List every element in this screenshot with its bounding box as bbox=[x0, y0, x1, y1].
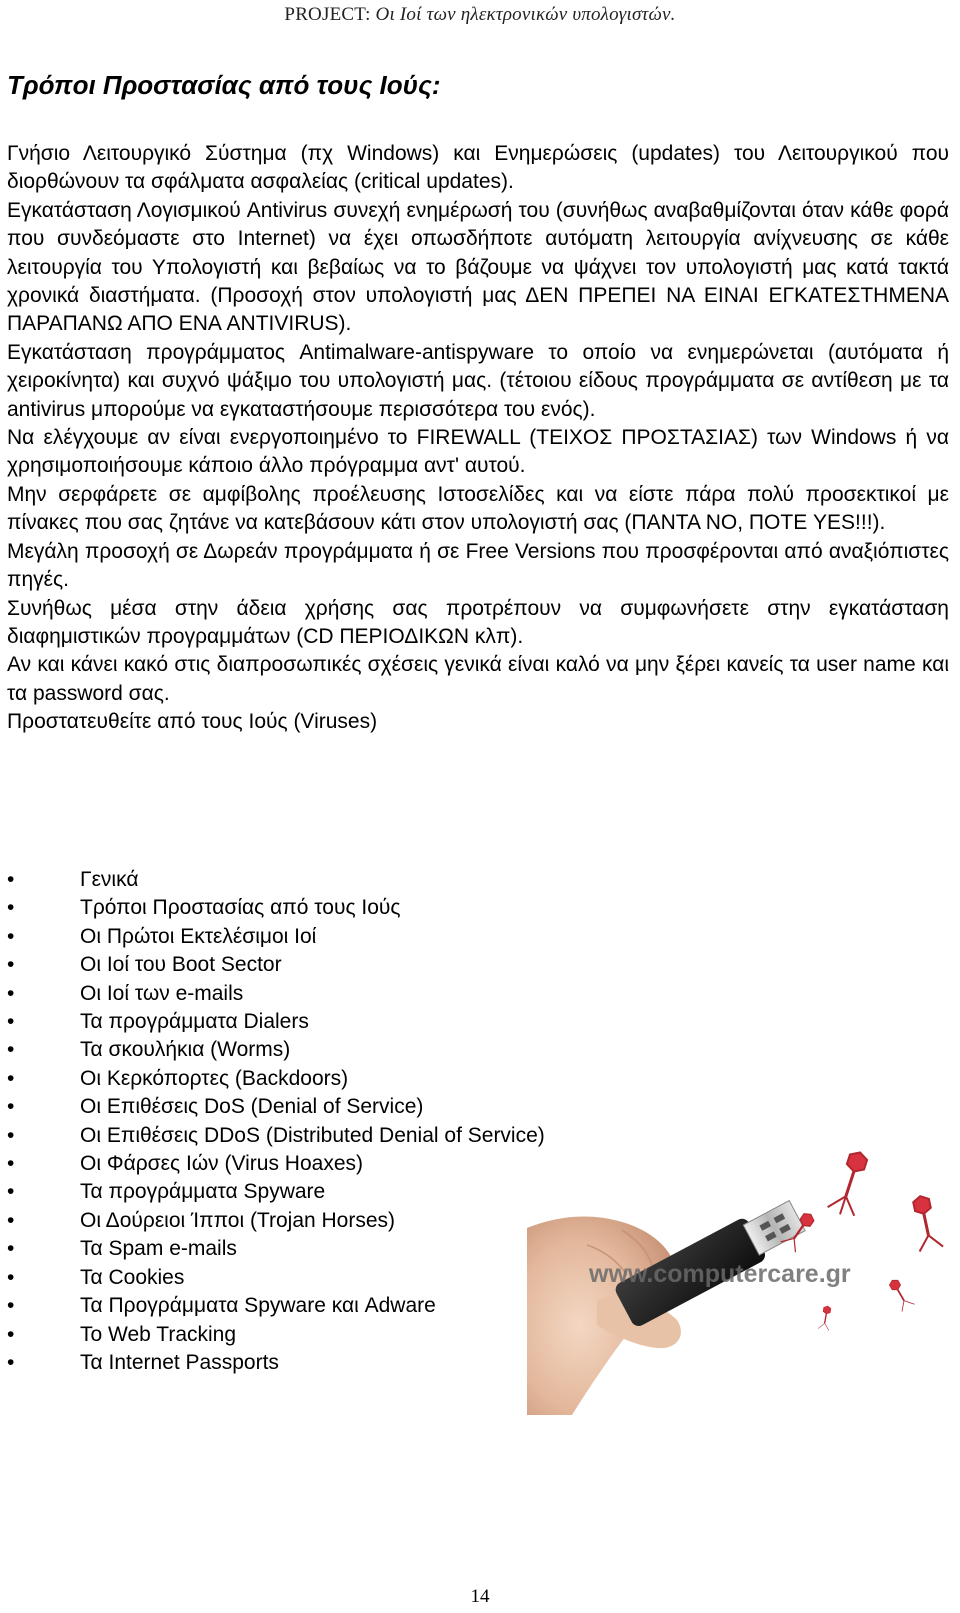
list-item: • Γενικά bbox=[7, 866, 545, 894]
virus-icon bbox=[818, 1305, 833, 1330]
bullet: • bbox=[7, 1038, 15, 1062]
list-item: • Οι Ιοί των e-mails bbox=[7, 980, 545, 1008]
bullet: • bbox=[7, 1208, 15, 1232]
bullet: • bbox=[7, 1152, 15, 1176]
paragraph-antimalware: Εγκατάσταση προγράμματος Antimalware-antispyware το οποίο να ενημερώνεται (αυτόματα ή χειροκίνητα) και συχνό ψάξιμο του υπολογιστή μας. (τέτοιου είδους προγράμματα σε αντίθεση με τα antivirus μπορούμε να εγκαταστήσουμε περισσότερα του ενός). bbox=[7, 340, 949, 421]
bullet: • bbox=[7, 1322, 15, 1346]
bullet: • bbox=[7, 868, 15, 891]
running-header bbox=[0, 4, 960, 26]
bullet: • bbox=[7, 1265, 15, 1289]
virus-icon bbox=[827, 1150, 874, 1219]
paragraph-passwords: Αν και κάνει κακό στις διαπροσωπικές σχέσεις γενικά είναι καλό να μην ξέρει κανείς τα user name και τα password σας. bbox=[7, 653, 949, 705]
protection-methods-text bbox=[7, 140, 949, 737]
paragraph-genuine-os: Γνήσιο Λειτουργικό Σύστημα (πχ Windows) και Ενημερώσεις (updates) του Λειτουργικού που διορθώνουν τα σφάλματα ασφαλείας (critical updates). bbox=[7, 142, 949, 194]
paragraph-websites: Μην σερφάρετε σε αμφίβολης προέλευσης Ιστοσελίδες και να είστε πάρα πολύ προσεκτικοί με πίνακες που σας ζητάνε να κατεβάσουν κάτι στον υπολογιστή σας (ΠΑΝΤΑ ΝΟ, ΠΟΤΕ YES!!!). bbox=[7, 482, 949, 535]
list-item: • Οι Επιθέσεις DoS (Denial of Service) bbox=[7, 1093, 545, 1121]
paragraph-firewall: Να ελέγχουμε αν είναι ενεργοποιημένο το FIREWALL (ΤΕΙΧΟΣ ΠΡΟΣΤΑΣΙΑΣ) των Windows ή να χρησιμοποιήσουμε κάποιο άλλο πρόγραμμα αντ' αυτού. bbox=[7, 426, 949, 478]
virus-icon bbox=[908, 1194, 943, 1252]
list-item: • Οι Δούρειοι Ίπποι (Trojan Horses) bbox=[7, 1207, 545, 1235]
bullet: • bbox=[7, 981, 15, 1005]
bullet: • bbox=[7, 1066, 15, 1090]
bullet: • bbox=[7, 1095, 15, 1119]
bullet: • bbox=[7, 1237, 15, 1261]
paragraph-free-software: Μεγάλη προσοχή σε Δωρεάν προγράμματα ή σε Free Versions που προσφέρονται από αναξιόπιστες πηγές. bbox=[7, 539, 949, 592]
bullet: • bbox=[7, 1294, 15, 1318]
list-item: • Τα Cookies bbox=[7, 1264, 545, 1292]
list-item: • Οι Πρώτοι Εκτελέσιμοι Ιοί bbox=[7, 923, 545, 951]
paragraph-license-ads: Συνήθως μέσα στην άδεια χρήσης σας προτρέπουν να συμφωνήσετε στην εγκατάσταση διαφημιστικών προγραμμάτων (CD ΠΕΡΙΟΔΙΚΩΝ κλπ). bbox=[7, 596, 949, 648]
bullet: • bbox=[7, 1010, 15, 1034]
list-item: • Τα Προγράμματα Spyware και Adware bbox=[7, 1292, 545, 1320]
list-item: • Τα προγράμματα Dialers bbox=[7, 1008, 545, 1036]
watermark-text: www.computercare.gr bbox=[589, 1260, 851, 1288]
bullet: • bbox=[7, 1123, 15, 1147]
list-item: • Τα Internet Passports bbox=[7, 1349, 545, 1377]
usb-virus-illustration bbox=[527, 1150, 952, 1415]
list-item: • Τρόποι Προστασίας από τους Ιούς bbox=[7, 894, 545, 922]
header-project-title: Οι Ιοί των ηλεκτρονικών υπολογιστών. bbox=[370, 4, 676, 25]
list-item: • Οι Ιοί του Boot Sector bbox=[7, 951, 545, 979]
topics-list bbox=[7, 866, 545, 1377]
list-item: • Οι Κερκόπορτες (Backdoors) bbox=[7, 1065, 545, 1093]
list-item: • Το Web Tracking bbox=[7, 1321, 545, 1349]
section-title: Τρόποι Προστασίας από τους Ιούς: bbox=[7, 70, 441, 100]
bullet: • bbox=[7, 896, 15, 920]
paragraph-antivirus: Εγκατάσταση Λογισμικού Antivirus συνεχή ενημέρωσή του (συνήθως αναβαθμίζονται όταν κάθε φορά που συνδεόμαστε στο Internet) να έχει οπωσδήποτε αυτόματη λειτουργία ανίχνευσης σε κάθε λειτουργία του Υπολογιστή και βεβαίως να το βάζουμε να ψάχνει τον υπολογιστή μας κατά τακτά χρονικά διαστήματα. (Προσοχή στον υπολογιστή μας ΔΕΝ ΠΡΕΠΕΙ ΝΑ ΕΙΝΑΙ ΕΓΚΑΤΕΣΤΗΜΕΝΑ ΠΑΡΑΠΑΝΩ ΑΠΟ ΕΝΑ ANTIVIRUS). bbox=[7, 198, 949, 336]
bullet: • bbox=[7, 1350, 15, 1374]
virus-icon bbox=[886, 1277, 914, 1312]
paragraph-protect-viruses: Προστατευθείτε από τους Ιούς (Viruses) bbox=[7, 710, 378, 734]
bullet: • bbox=[7, 953, 15, 977]
list-item: • Οι Επιθέσεις DDoS (Distributed Denial of Service) bbox=[7, 1122, 545, 1150]
list-item: • Οι Φάρσες Ιών (Virus Hoaxes) bbox=[7, 1150, 545, 1178]
list-item: • Τα προγράμματα Spyware bbox=[7, 1178, 545, 1206]
bullet: • bbox=[7, 924, 15, 948]
list-item: • Τα σκουλήκια (Worms) bbox=[7, 1036, 545, 1064]
page-number: 14 bbox=[470, 1586, 490, 1607]
header-project-label: PROJECT: bbox=[284, 4, 371, 25]
bullet: • bbox=[7, 1180, 15, 1204]
list-item: • Τα Spam e-mails bbox=[7, 1235, 545, 1263]
